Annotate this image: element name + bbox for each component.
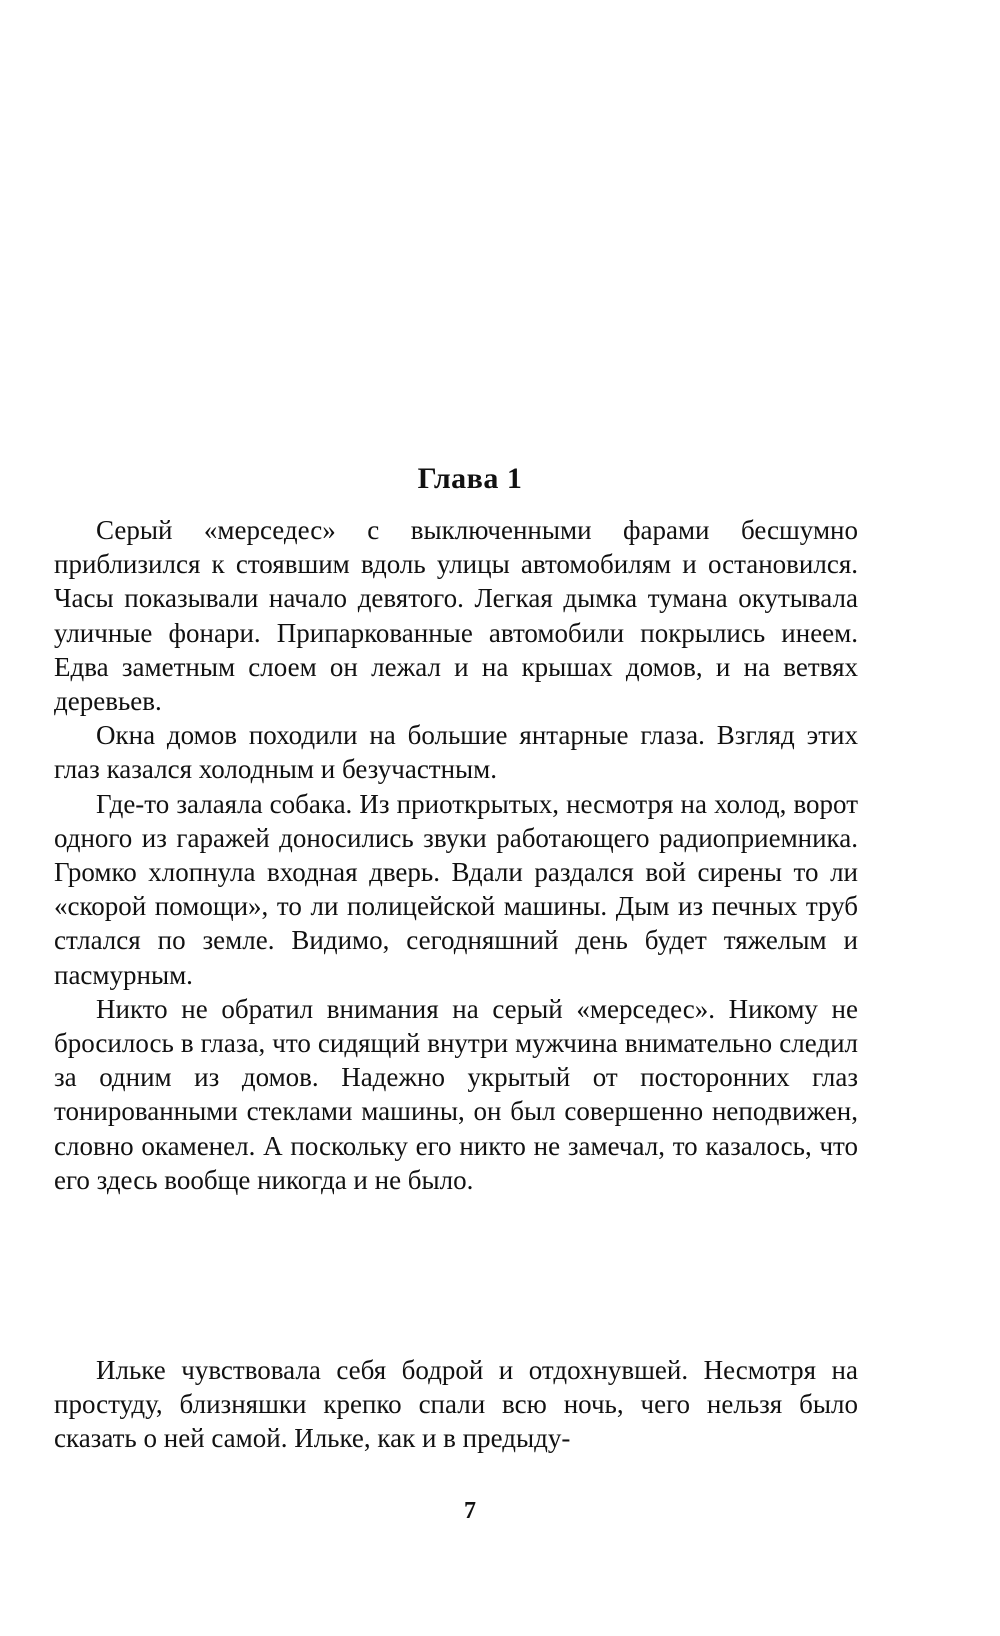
paragraph: Окна домов походили на большие янтарные глаза. Взгляд этих глаз казался холодным и безучастным. bbox=[54, 720, 858, 785]
page-number: 7 bbox=[464, 1498, 476, 1524]
paragraph: Серый «мерседес» с выключенными фарами бесшумно приблизился к стоявшим вдоль улицы автомобилям и остановился. Часы показывали начало девятого. Легкая дымка тумана окутывала уличные фонари. Припаркованные автомобили покрылись инеем. Едва заметным слоем он лежал и на крышах домов, и на ветвях деревьев. bbox=[54, 515, 858, 717]
paragraph: Где-то залаяла собака. Из приоткрытых, несмотря на холод, ворот одного из гаражей доносились звуки работающего радиоприемника. Громко хлопнула входная дверь. Вдали раздался вой сирены то ли «скорой помощи», то ли полицейской машины. Дым из печных труб стлался по земле. Видимо, сегодняшний день будет тяжелым и пасмурным. bbox=[54, 788, 858, 990]
paragraph: Ильке чувствовала себя бодрой и отдохнувшей. Несмотря на простуду, близняшки крепко спали всю ночь, чего нельзя было сказать о ней самой. Ильке, как и в предыду- bbox=[54, 1355, 858, 1454]
section-2 bbox=[54, 1353, 858, 1456]
paragraph: Никто не обратил внимания на серый «мерседес». Никому не бросилось в глаза, что сидящий внутри мужчина внимательно следил за одним из домов. Надежно укрытый от посторонних глаз тонированными стеклами машины, он был совершенно неподвижен, словно окаменел. А поскольку его никто не замечал, то казалось, что его здесь вообще никогда и не было. bbox=[54, 993, 858, 1195]
chapter-title: Глава 1 bbox=[417, 462, 523, 495]
section-1 bbox=[54, 513, 858, 1197]
